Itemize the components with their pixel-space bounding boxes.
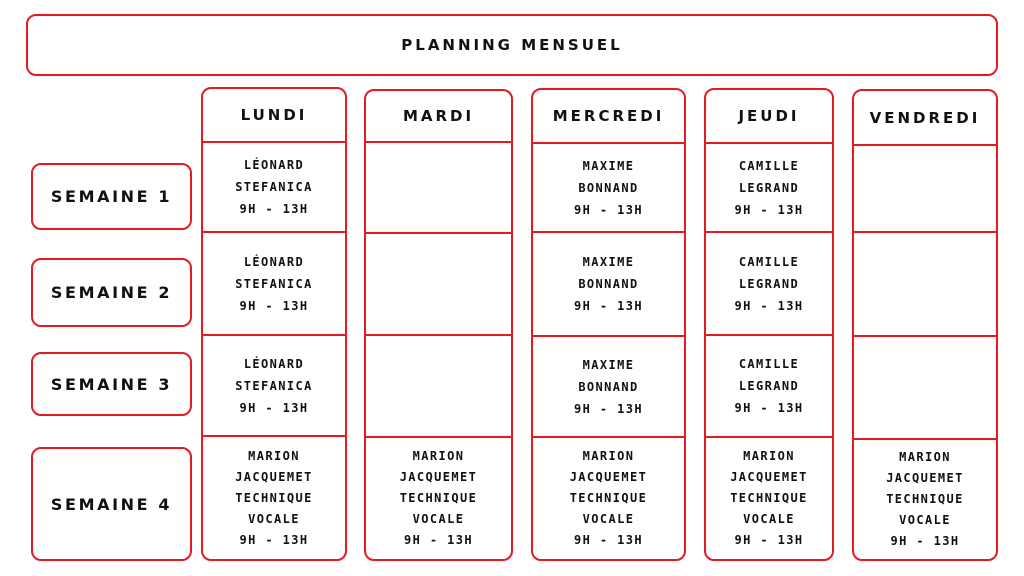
slot-mardi-semaine-4 <box>366 438 511 559</box>
slot-vendredi-semaine-3 <box>854 337 996 440</box>
week-label-3: SEMAINE 3 <box>31 352 192 416</box>
session-info: MAXIME BONNAND 9H - 13H <box>574 255 643 313</box>
session-info: CAMILLE LEGRAND 9H - 13H <box>734 158 804 217</box>
slot-mardi-semaine-3 <box>366 336 511 438</box>
session-info: MAXIME BONNAND 9H - 13H <box>574 158 643 217</box>
slot-mardi-semaine-2 <box>366 234 511 336</box>
week-label-4: SEMAINE 4 <box>31 447 192 561</box>
session-info: MAXIME BONNAND 9H - 13H <box>574 357 643 416</box>
session-info: MARION JACQUEMET TECHNIQUE VOCALE 9H - 13H <box>886 450 964 548</box>
slot-vendredi-semaine-4 <box>854 440 996 559</box>
session-info: CAMILLE LEGRAND 9H - 13H <box>734 357 804 415</box>
slot-jeudi-semaine-4 <box>706 438 832 559</box>
slot-mercredi-semaine-3 <box>533 337 684 438</box>
session-info: MARION JACQUEMET TECHNIQUE VOCALE 9H - 13H <box>399 449 478 547</box>
week-label-2: SEMAINE 2 <box>31 258 192 327</box>
day-column-lundi <box>201 87 347 561</box>
slot-lundi-semaine-1 <box>203 143 345 233</box>
page-title: PLANNING MENSUEL <box>26 14 998 76</box>
day-column-mardi <box>364 89 513 561</box>
slot-mercredi-semaine-4 <box>533 438 684 559</box>
week-label-1: SEMAINE 1 <box>31 163 192 230</box>
session-info: LÉONARD STEFANICA 9H - 13H <box>235 254 313 313</box>
day-header-lundi: LUNDI <box>203 89 345 143</box>
day-column-mercredi <box>531 88 686 561</box>
slot-lundi-semaine-2 <box>203 233 345 336</box>
slot-jeudi-semaine-1 <box>706 144 832 233</box>
session-info: CAMILLE LEGRAND 9H - 13H <box>734 254 804 313</box>
slot-mardi-semaine-1 <box>366 143 511 234</box>
slot-lundi-semaine-3 <box>203 336 345 437</box>
day-header-jeudi: JEUDI <box>706 90 832 144</box>
slot-jeudi-semaine-2 <box>706 233 832 336</box>
session-info: MARION JACQUEMET TECHNIQUE VOCALE 9H - 13H <box>235 448 313 547</box>
session-info: MARION JACQUEMET TECHNIQUE VOCALE 9H - 13H <box>569 449 648 547</box>
slot-mercredi-semaine-2 <box>533 233 684 337</box>
slot-lundi-semaine-4 <box>203 437 345 559</box>
day-column-jeudi <box>704 88 834 561</box>
session-info: MARION JACQUEMET TECHNIQUE VOCALE 9H - 13H <box>730 449 808 547</box>
slot-vendredi-semaine-2 <box>854 233 996 337</box>
day-header-mardi: MARDI <box>366 91 511 143</box>
day-column-vendredi <box>852 89 998 561</box>
slot-vendredi-semaine-1 <box>854 146 996 233</box>
day-header-vendredi: VENDREDI <box>854 91 996 146</box>
slot-jeudi-semaine-3 <box>706 336 832 438</box>
session-info: LÉONARD STEFANICA 9H - 13H <box>235 356 313 415</box>
session-info: LÉONARD STEFANICA 9H - 13H <box>235 158 313 216</box>
slot-mercredi-semaine-1 <box>533 144 684 233</box>
day-header-mercredi: MERCREDI <box>533 90 684 144</box>
